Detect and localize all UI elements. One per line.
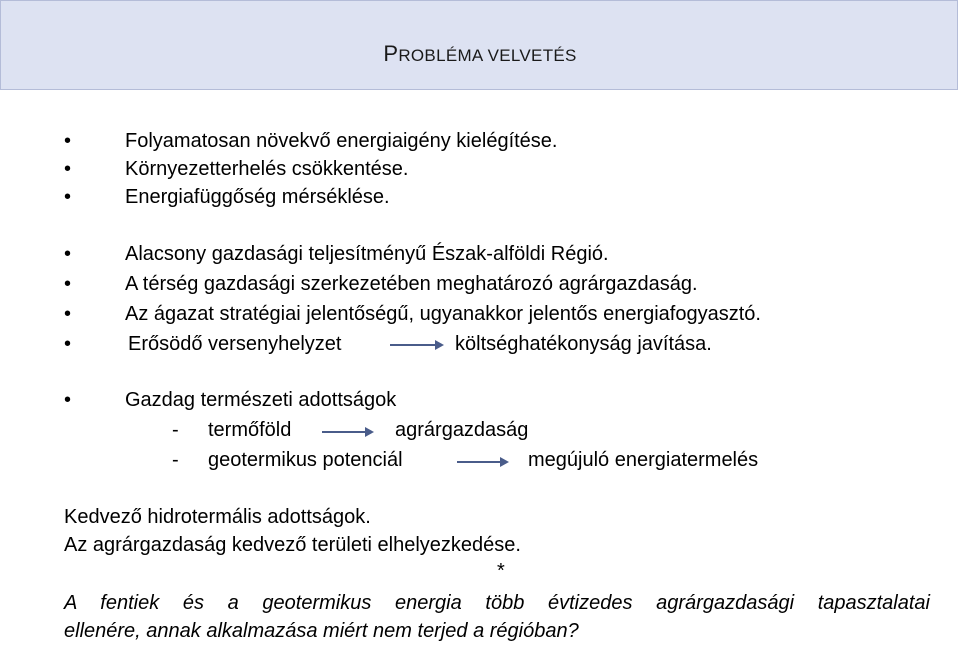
sub-item-text: geotermikus potenciál [208, 449, 403, 471]
page-title: PROBLÉMA VELVETÉS [383, 41, 577, 66]
dash-marker: - [172, 419, 179, 441]
sub-item-text: agrárgazdaság [395, 419, 529, 441]
bullet-text: Gazdag természeti adottságok [125, 389, 397, 411]
dash-marker: - [172, 449, 179, 471]
bullet-text: Környezetterhelés csökkentése. [125, 158, 409, 180]
sub-item-text: termőföld [208, 419, 292, 441]
bullet-text: Az ágazat stratégiai jelentőségű, ugyanakkor jelentős energiafogyasztó. [125, 303, 761, 325]
bullet-marker: • [64, 273, 72, 295]
bullet-marker: • [64, 389, 72, 411]
bullet-marker: • [64, 158, 72, 180]
bullet-marker: • [64, 243, 72, 265]
bullet-text: költséghatékonyság javítása. [455, 333, 712, 355]
plain-text: Az agrárgazdaság kedvező területi elhelyezkedése. [64, 534, 521, 556]
conclusion-line: A fentiek és a geotermikus energia több évtizedes agrárgazdasági tapasztalatai [64, 592, 930, 614]
bullet-text: Energiafüggőség mérséklése. [125, 186, 390, 208]
bullet-text: Folyamatosan növekvő energiaigény kielégítése. [125, 130, 558, 152]
title-bar [0, 0, 958, 90]
arrow-right-icon [322, 428, 374, 436]
bullet-marker: • [64, 303, 72, 325]
arrow-right-icon [390, 341, 444, 349]
sub-item-text: megújuló energiatermelés [528, 449, 759, 471]
plain-text: Kedvező hidrotermális adottságok. [64, 506, 371, 528]
bullet-text: Alacsony gazdasági teljesítményű Észak-alföldi Régió. [125, 243, 609, 265]
conclusion-line: ellenére, annak alkalmazása miért nem terjed a régióban? [64, 620, 579, 642]
bullet-text: Erősödő versenyhelyzet [128, 333, 342, 355]
bullet-marker: • [64, 130, 72, 152]
bullet-text: A térség gazdasági szerkezetében meghatározó agrárgazdaság. [125, 273, 698, 295]
bullet-marker: • [64, 186, 72, 208]
bullet-marker: • [64, 333, 72, 355]
asterisk-marker: * [497, 560, 505, 582]
arrow-right-icon [457, 458, 509, 466]
